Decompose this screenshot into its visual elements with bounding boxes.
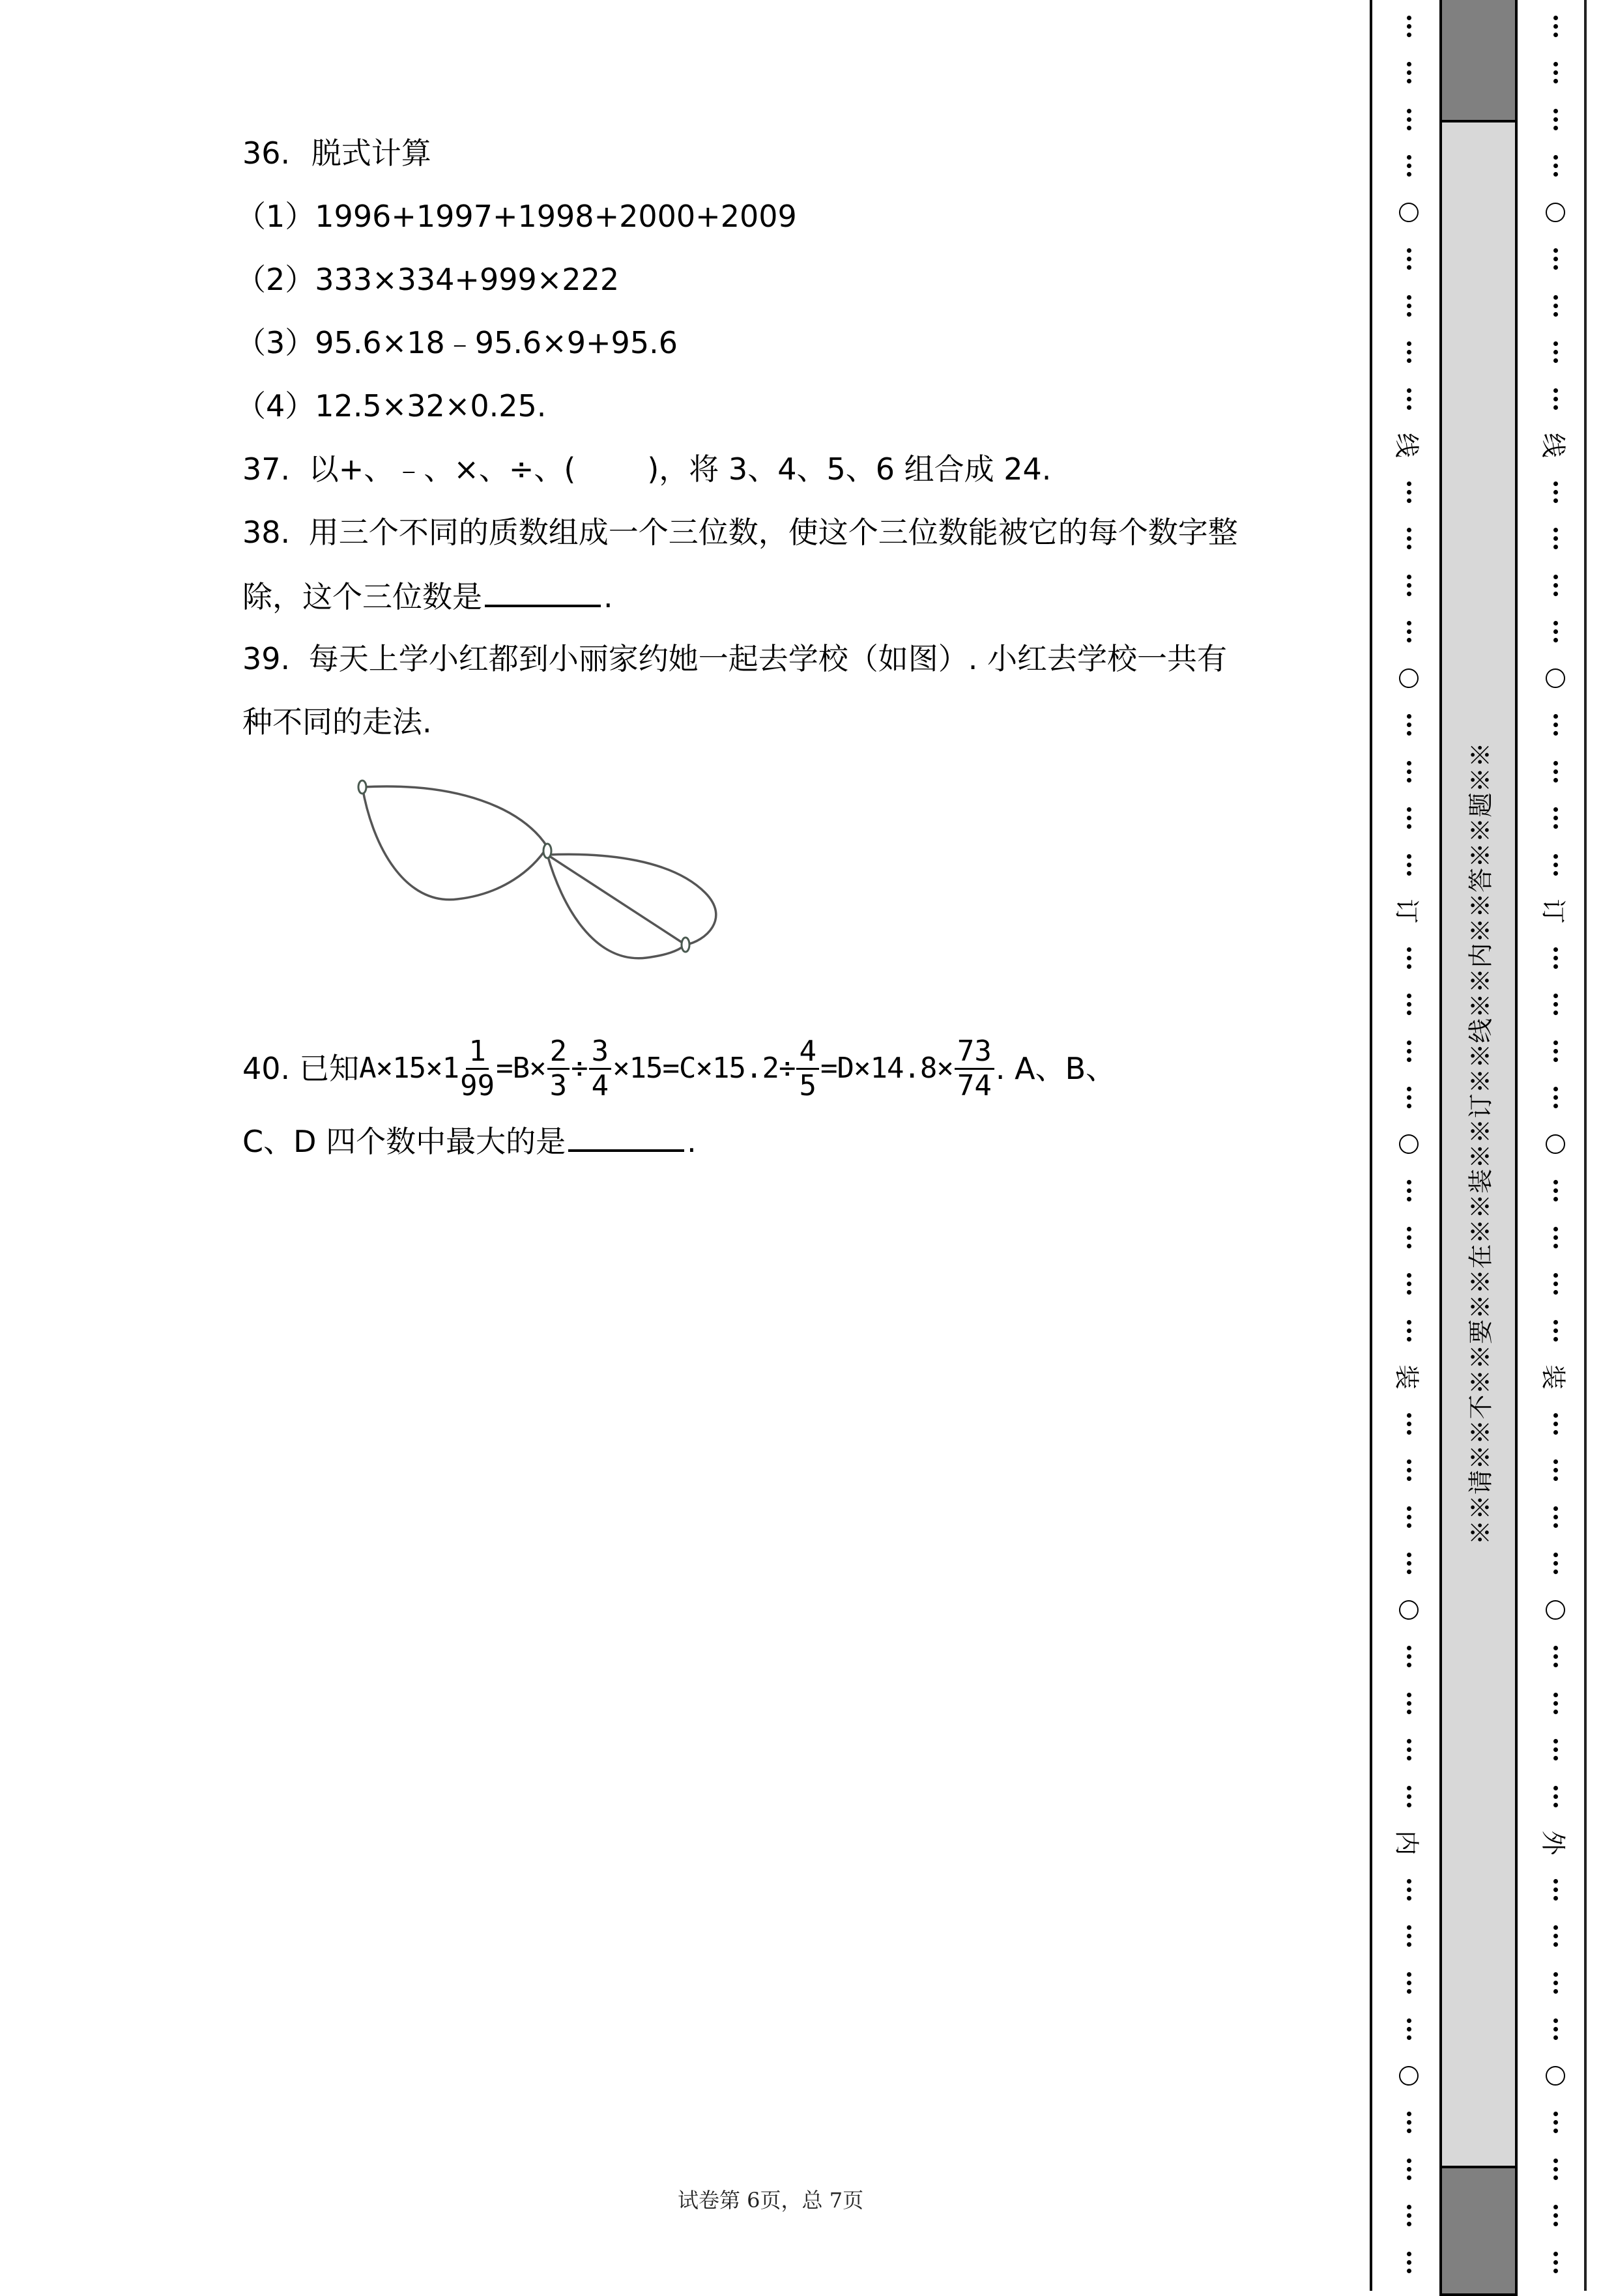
question-text: 种不同的走法.	[242, 704, 432, 739]
margin-dots	[1529, 1963, 1581, 2002]
vertical-ellipsis-icon	[1407, 1646, 1411, 1667]
circle-mark-icon	[1399, 1600, 1419, 1620]
vertical-ellipsis-icon	[1407, 295, 1411, 317]
vertical-ellipsis-icon	[1553, 1786, 1558, 1807]
item-expression: 333×334+999×222	[315, 262, 620, 297]
vertical-ellipsis-icon	[1407, 1972, 1411, 1994]
vertical-ellipsis-icon	[1553, 1879, 1558, 1901]
circle-mark-icon	[1399, 668, 1419, 688]
margin-dots	[1529, 1777, 1581, 1816]
vertical-ellipsis-icon	[1407, 2159, 1411, 2180]
margin-dots	[1529, 1171, 1581, 1211]
vertical-ellipsis-icon	[1407, 1320, 1411, 1342]
margin-dots	[1383, 379, 1435, 418]
margin-dots	[1383, 147, 1435, 186]
node-start	[358, 781, 366, 794]
margin-dots	[1383, 286, 1435, 325]
vertical-ellipsis-icon	[1553, 947, 1558, 969]
margin-dots	[1529, 1404, 1581, 1443]
margin-label: 外	[1538, 1830, 1568, 1856]
vertical-ellipsis-icon	[1553, 109, 1558, 130]
margin-circle	[1529, 193, 1581, 232]
margin-label: 装	[1392, 1364, 1421, 1390]
vertical-ellipsis-icon	[1407, 1693, 1411, 1714]
margin-label: 线	[1392, 433, 1421, 458]
margin-dots	[1529, 799, 1581, 838]
vertical-ellipsis-icon	[1553, 248, 1558, 270]
answer-blank[interactable]	[568, 1121, 684, 1152]
margin-dots	[1383, 2243, 1435, 2282]
margin-dots	[1529, 1544, 1581, 1583]
margin-dots	[1383, 1497, 1435, 1536]
vertical-ellipsis-icon	[1553, 1506, 1558, 1528]
margin-dots	[1529, 2103, 1581, 2142]
equation-part-b: =B×	[496, 1052, 546, 1085]
vertical-ellipsis-icon	[1553, 994, 1558, 1015]
vertical-ellipsis-icon	[1407, 1180, 1411, 1201]
margin-dots	[1383, 2103, 1435, 2142]
vertical-ellipsis-icon	[1407, 807, 1411, 829]
margin-dots	[1529, 1265, 1581, 1304]
item-expression: 1996+1997+1998+2000+2009	[315, 199, 797, 234]
margin-dots	[1383, 1265, 1435, 1304]
question-36-item-2	[236, 260, 619, 299]
question-number: 37.	[242, 452, 291, 487]
vertical-ellipsis-icon	[1553, 62, 1558, 83]
question-title: 脱式计算	[311, 136, 431, 171]
vertical-ellipsis-icon	[1553, 2112, 1558, 2133]
vertical-ellipsis-icon	[1407, 714, 1411, 736]
margin-dots	[1383, 985, 1435, 1024]
margin-dots	[1383, 1684, 1435, 1723]
margin-dots	[1529, 1497, 1581, 1536]
item-label: （1）	[236, 199, 315, 234]
margin-dots	[1383, 1218, 1435, 1257]
margin-dots	[1529, 240, 1581, 279]
margin-dots	[1383, 240, 1435, 279]
question-text-before: 以+、﹣、×、÷、(	[308, 452, 576, 487]
margin-dots	[1529, 286, 1581, 325]
margin-dots	[1529, 985, 1581, 1024]
node-mid	[543, 844, 551, 858]
question-37	[242, 450, 1051, 489]
vertical-ellipsis-icon	[1553, 1180, 1558, 1201]
margin-dots	[1383, 1963, 1435, 2002]
question-39-line-1	[242, 639, 1227, 678]
vertical-ellipsis-icon	[1407, 528, 1411, 549]
vertical-ellipsis-icon	[1553, 807, 1558, 829]
question-text: 每天上学小红都到小丽家约她一起去学校（如图）. 小红去学校一共有	[308, 641, 1228, 676]
vertical-ellipsis-icon	[1553, 1087, 1558, 1108]
margin-dots	[1383, 799, 1435, 838]
margin-dots	[1383, 53, 1435, 93]
margin-dots	[1383, 472, 1435, 511]
vertical-ellipsis-icon	[1407, 575, 1411, 596]
vertical-ellipsis-icon	[1407, 854, 1411, 876]
margin-dots	[1383, 333, 1435, 372]
vertical-ellipsis-icon	[1407, 341, 1411, 363]
vertical-ellipsis-icon	[1407, 1087, 1411, 1108]
vertical-ellipsis-icon	[1407, 62, 1411, 83]
item-label: （3）	[236, 325, 315, 360]
vertical-ellipsis-icon	[1407, 1925, 1411, 1947]
vertical-ellipsis-icon	[1407, 155, 1411, 177]
question-prefix: 已知	[299, 1051, 360, 1086]
margin-dots	[1383, 1870, 1435, 1909]
question-36-heading	[242, 134, 431, 173]
vertical-ellipsis-icon	[1553, 621, 1558, 642]
margin-label: 装	[1538, 1364, 1568, 1390]
margin-dots	[1383, 1078, 1435, 1117]
fraction-73-74: $\frac{73}{74}$	[955, 1035, 994, 1102]
vertical-ellipsis-icon	[1553, 295, 1558, 317]
fraction-1-99: $\frac{1}{99}$	[460, 1034, 495, 1102]
question-36-item-1	[236, 197, 797, 236]
margin-dots	[1383, 100, 1435, 139]
margin-dots	[1529, 845, 1581, 884]
margin-label-slot	[1529, 426, 1581, 465]
margin-circle	[1529, 1590, 1581, 1629]
margin-dots	[1383, 2196, 1435, 2235]
margin-dots	[1383, 752, 1435, 791]
circle-mark-icon	[1546, 1600, 1565, 1620]
circle-mark-icon	[1546, 668, 1565, 688]
vertical-ellipsis-icon	[1553, 575, 1558, 596]
vertical-ellipsis-icon	[1407, 109, 1411, 130]
question-text-end: .	[603, 579, 613, 614]
fraction-3-4: $\frac{3}{4}$	[589, 1035, 612, 1102]
margin-label-slot	[1529, 1824, 1581, 1863]
question-text-end: .	[687, 1124, 697, 1159]
margin-dots	[1383, 1404, 1435, 1443]
margin-dots	[1383, 519, 1435, 558]
margin-circle	[1383, 193, 1435, 232]
margin-dots	[1383, 1777, 1435, 1816]
margin-dots	[1383, 566, 1435, 605]
question-36-item-4	[236, 386, 546, 425]
vertical-ellipsis-icon	[1553, 2205, 1558, 2226]
margin-dots	[1529, 1218, 1581, 1257]
binding-margin-left-column	[1383, 0, 1435, 2286]
margin-dots	[1529, 1730, 1581, 1770]
margin-dots	[1383, 2010, 1435, 2049]
answer-blank[interactable]	[485, 576, 601, 607]
margin-label-slot	[1383, 892, 1435, 931]
question-40-line-1	[242, 1026, 1116, 1111]
margin-dots	[1529, 53, 1581, 93]
page-number-text: 试卷第 6页，总 7页	[678, 2188, 864, 2213]
margin-dots	[1529, 1870, 1581, 1909]
margin-dots	[1383, 1171, 1435, 1211]
margin-dots	[1529, 1917, 1581, 1956]
vertical-ellipsis-icon	[1553, 2018, 1558, 2040]
margin-dots	[1529, 1311, 1581, 1350]
margin-label-slot	[1383, 426, 1435, 465]
margin-dots	[1383, 1637, 1435, 1676]
margin-dots	[1529, 612, 1581, 652]
margin-circle	[1383, 659, 1435, 698]
vertical-ellipsis-icon	[1553, 714, 1558, 736]
item-expression: 95.6×18﹣95.6×9+95.6	[315, 325, 678, 360]
margin-dots	[1529, 1078, 1581, 1117]
vertical-ellipsis-icon	[1407, 1786, 1411, 1807]
vertical-ellipsis-icon	[1553, 481, 1558, 503]
margin-dots	[1529, 472, 1581, 511]
margin-dots	[1383, 1917, 1435, 1956]
vertical-ellipsis-icon	[1407, 2205, 1411, 2226]
vertical-ellipsis-icon	[1407, 1879, 1411, 1901]
margin-dots	[1529, 566, 1581, 605]
vertical-ellipsis-icon	[1553, 388, 1558, 410]
margin-label-slot	[1383, 1824, 1435, 1863]
margin-label-slot	[1383, 1358, 1435, 1397]
margin-circle	[1383, 1590, 1435, 1629]
vertical-ellipsis-icon	[1553, 1739, 1558, 1760]
vertical-ellipsis-icon	[1407, 994, 1411, 1015]
margin-dots	[1383, 1451, 1435, 1490]
margin-dots	[1383, 1031, 1435, 1070]
margin-dots	[1529, 752, 1581, 791]
question-38-line-2	[242, 576, 613, 616]
equation-part-c: ×15=C×15.2÷	[613, 1052, 796, 1085]
margin-circle	[1383, 1125, 1435, 1164]
margin-dots	[1383, 1311, 1435, 1350]
margin-dots	[1529, 2010, 1581, 2049]
equation-part-a: A×15×1	[359, 1052, 459, 1085]
route-paths-graphic	[242, 756, 777, 1016]
vertical-ellipsis-icon	[1553, 341, 1558, 363]
vertical-ellipsis-icon	[1553, 1553, 1558, 1574]
vertical-ellipsis-icon	[1407, 1413, 1411, 1435]
vertical-ellipsis-icon	[1553, 1413, 1558, 1435]
question-38-line-1	[242, 513, 1238, 552]
divide-sign: ÷	[571, 1052, 588, 1085]
vertical-ellipsis-icon	[1407, 1739, 1411, 1760]
margin-dots	[1529, 2196, 1581, 2235]
margin-dots	[1529, 1637, 1581, 1676]
vertical-ellipsis-icon	[1553, 2159, 1558, 2180]
vertical-ellipsis-icon	[1553, 16, 1558, 37]
vertical-ellipsis-icon	[1407, 761, 1411, 782]
margin-dots	[1529, 147, 1581, 186]
circle-mark-icon	[1399, 203, 1419, 222]
margin-dots	[1383, 1544, 1435, 1583]
vertical-ellipsis-icon	[1553, 761, 1558, 782]
question-text-after: )，将 3、4、5、6 组合成 24.	[647, 452, 1052, 487]
vertical-ellipsis-icon	[1407, 1040, 1411, 1062]
item-label: （2）	[236, 262, 315, 297]
margin-dots	[1383, 845, 1435, 884]
vertical-ellipsis-icon	[1407, 1227, 1411, 1248]
margin-dots	[1383, 706, 1435, 745]
vertical-ellipsis-icon	[1407, 1459, 1411, 1481]
margin-dots	[1383, 938, 1435, 977]
margin-dots	[1529, 100, 1581, 139]
margin-dots	[1383, 2149, 1435, 2188]
vertical-ellipsis-icon	[1407, 947, 1411, 969]
vertical-ellipsis-icon	[1553, 1227, 1558, 1248]
vertical-ellipsis-icon	[1407, 2252, 1411, 2273]
vertical-ellipsis-icon	[1553, 1459, 1558, 1481]
margin-dots	[1383, 1730, 1435, 1770]
item-expression: 12.5×32×0.25.	[315, 388, 547, 423]
margin-dots	[1529, 333, 1581, 372]
margin-label: 订	[1538, 898, 1568, 924]
vertical-ellipsis-icon	[1553, 854, 1558, 876]
margin-label-slot	[1529, 1358, 1581, 1397]
question-number: 39.	[242, 641, 291, 676]
margin-dots	[1529, 1684, 1581, 1723]
binding-warning-text: ※※请※※不※※要※※在※※装※※订※※线※※内※※答※※题※※	[1466, 741, 1495, 1545]
circle-mark-icon	[1546, 2066, 1565, 2086]
margin-dots	[1529, 1031, 1581, 1070]
vertical-ellipsis-icon	[1407, 1273, 1411, 1295]
margin-dots	[1529, 379, 1581, 418]
vertical-ellipsis-icon	[1553, 155, 1558, 177]
vertical-ellipsis-icon	[1553, 1040, 1558, 1062]
vertical-ellipsis-icon	[1553, 1925, 1558, 1947]
margin-circle	[1529, 1125, 1581, 1164]
margin-label: 订	[1392, 898, 1421, 924]
vertical-ellipsis-icon	[1407, 621, 1411, 642]
equation-part-d: =D×14.8×	[820, 1052, 953, 1085]
circle-mark-icon	[1399, 2066, 1419, 2086]
margin-dots	[1383, 7, 1435, 46]
vertical-ellipsis-icon	[1407, 388, 1411, 410]
margin-dots	[1529, 706, 1581, 745]
margin-circle	[1529, 2056, 1581, 2095]
binding-margin-bottom-block	[1439, 2166, 1518, 2296]
vertical-ellipsis-icon	[1553, 1972, 1558, 1994]
vertical-ellipsis-icon	[1553, 1693, 1558, 1714]
circle-mark-icon	[1546, 1134, 1565, 1154]
vertical-ellipsis-icon	[1407, 1506, 1411, 1528]
node-end	[682, 938, 689, 952]
fraction-4-5: $\frac{4}{5}$	[796, 1035, 819, 1102]
binding-margin-top-block	[1439, 0, 1518, 122]
margin-dots	[1529, 2149, 1581, 2188]
fraction-2-3: $\frac{2}{3}$	[547, 1035, 570, 1102]
question-text: 用三个不同的质数组成一个三位数，使这个三位数能被它的每个数字整	[308, 515, 1238, 550]
margin-circle	[1529, 659, 1581, 698]
question-number: 40.	[242, 1051, 291, 1086]
vertical-ellipsis-icon	[1407, 2018, 1411, 2040]
vertical-ellipsis-icon	[1407, 481, 1411, 503]
circle-mark-icon	[1546, 203, 1565, 222]
question-suffix: . A、B、	[995, 1051, 1116, 1086]
vertical-ellipsis-icon	[1407, 1553, 1411, 1574]
question-number: 38.	[242, 515, 291, 550]
vertical-ellipsis-icon	[1553, 1273, 1558, 1295]
route-diagram	[242, 756, 777, 1016]
question-text: C、D 四个数中最大的是	[242, 1124, 566, 1159]
binding-margin-right-column	[1529, 0, 1581, 2286]
vertical-ellipsis-icon	[1407, 2112, 1411, 2133]
vertical-ellipsis-icon	[1407, 16, 1411, 37]
vertical-ellipsis-icon	[1553, 1646, 1558, 1667]
vertical-ellipsis-icon	[1553, 528, 1558, 549]
margin-circle	[1383, 2056, 1435, 2095]
vertical-ellipsis-icon	[1553, 2252, 1558, 2273]
margin-dots	[1529, 1451, 1581, 1490]
question-number: 36.	[242, 136, 291, 171]
item-label: （4）	[236, 388, 315, 423]
question-text: 除，这个三位数是	[242, 579, 482, 614]
question-36-item-3	[236, 323, 678, 362]
margin-label: 内	[1392, 1830, 1421, 1856]
margin-dots	[1529, 519, 1581, 558]
margin-label: 线	[1538, 433, 1568, 458]
margin-dots	[1529, 2243, 1581, 2282]
margin-label-slot	[1529, 892, 1581, 931]
vertical-ellipsis-icon	[1407, 248, 1411, 270]
margin-dots	[1529, 7, 1581, 46]
circle-mark-icon	[1399, 1134, 1419, 1154]
question-39-line-2	[242, 702, 432, 741]
vertical-ellipsis-icon	[1553, 1320, 1558, 1342]
margin-dots	[1529, 938, 1581, 977]
question-40-line-2	[242, 1121, 697, 1161]
margin-dots	[1383, 612, 1435, 652]
